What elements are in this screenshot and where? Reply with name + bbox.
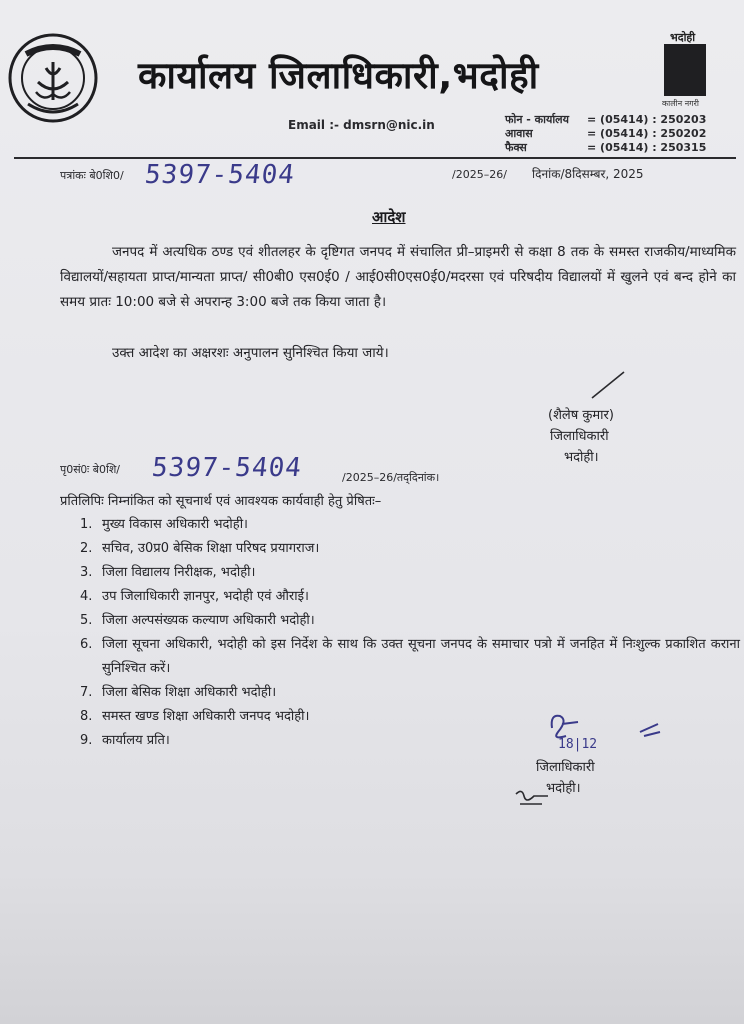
item-text: जिला अल्पसंख्यक कल्याण अधिकारी भदोही।: [102, 613, 315, 628]
district-photo: [664, 44, 706, 96]
item-number: 5.: [80, 613, 93, 628]
list-item: [80, 537, 740, 561]
item-number: 6.: [80, 637, 93, 652]
copy-signatory-place: भदोही।: [546, 781, 581, 796]
office-title: कार्यालय जिलाधिकारी,भदोही: [138, 54, 539, 97]
copy-intro: प्रतिलिपिः निम्नांकित को सूचनार्थ एवं आवश्यक कार्यवाही हेतु प्रेषितः–: [60, 494, 382, 509]
item-text: जिला विद्यालय निरीक्षक, भदोही।: [102, 565, 256, 580]
item-text: समस्त खण्ड शिक्षा अधिकारी जनपद भदोही।: [102, 709, 310, 724]
signatory-designation: जिलाधिकारी: [550, 429, 609, 444]
list-item: [80, 561, 740, 585]
list-item: [80, 633, 740, 681]
item-text: जिला सूचना अधिकारी, भदोही को इस निर्देश के साथ कि उक्त सूचना जनपद के समाचार पत्रो में जनहित में निःशुल्क प्रकाशित कराना सुनिश्चित करें।: [102, 637, 740, 676]
contact-value: = (05414) : 250315: [587, 141, 707, 154]
right-city-label: भदोही: [670, 31, 696, 44]
item-number: 8.: [80, 709, 93, 724]
item-number: 4.: [80, 589, 93, 604]
item-text: उप जिलाधिकारी ज्ञानपुर, भदोही एवं औराई।: [102, 589, 309, 604]
item-text: सचिव, उ0प्र0 बेसिक शिक्षा परिषद प्रयागराज।: [102, 541, 320, 556]
list-item: [80, 609, 740, 633]
contact-row-office: [505, 112, 706, 127]
up-government-emblem: [6, 32, 100, 124]
office-email[interactable]: Email :- dmsrn@nic.in: [288, 118, 435, 132]
contact-value: = (05414) : 250203: [587, 113, 707, 126]
item-text: मुख्य विकास अधिकारी भदोही।: [102, 517, 248, 532]
contact-value: = (05414) : 250202: [587, 127, 707, 140]
compliance-line: उक्त आदेश का अक्षरशः अनुपालन सुनिश्चित किया जाये।: [112, 345, 389, 361]
reference-label: पत्रांकः बे0शि0/: [60, 169, 124, 182]
handwritten-mark: [512, 786, 552, 810]
contact-label: फोन - कार्यालय: [505, 113, 570, 126]
copy-signatory-designation: जिलाधिकारी: [536, 760, 595, 775]
order-title: आदेश: [372, 208, 406, 226]
item-number: 2.: [80, 541, 93, 556]
item-text: जिला बेसिक शिक्षा अधिकारी भदोही।: [102, 685, 277, 700]
item-number: 3.: [80, 565, 93, 580]
reference-year: /2025–26/: [452, 168, 507, 181]
signatory-place: भदोही।: [564, 450, 599, 465]
copy-year: /2025–26/तद्‌दिनांक।: [342, 471, 440, 484]
copy-reference-label: पृ0सं0ः बे0शि/: [60, 463, 121, 476]
handwritten-copy-number: 5397-5404: [150, 453, 304, 483]
list-item: [80, 585, 740, 609]
header-divider: [14, 157, 736, 159]
initials-date: 18|12: [558, 737, 598, 752]
photo-caption: कालीन नगरी: [662, 99, 699, 108]
item-number: 7.: [80, 685, 93, 700]
signatory-name: (शैलेष कुमार): [548, 408, 614, 423]
item-number: 9.: [80, 733, 93, 748]
list-item: [80, 681, 740, 705]
contact-row-fax: [505, 140, 706, 155]
signature-stroke: [588, 370, 628, 400]
order-body: जनपद में अत्यधिक ठण्ड एवं शीतलहर के दृष्टिगत जनपद में संचालित प्री–प्राइमरी से कक्षा 8 तक के समस्त राजकीय/माध्यमिक विद्यालयों/सहायता प्राप्त/मान्यता प्राप्त/ सी0बी0 एस0ई0 / आई0सी0एस0ई0/मदरसा एवं परिषदीय विद्यालयों में खुलने एवं बन्द होने का समय प्रातः 10:00 बजे से अपरान्ह 3:00 बजे तक किया जाता है।: [60, 244, 736, 310]
item-number: 1.: [80, 517, 93, 532]
contact-label: फैक्स: [505, 141, 527, 154]
item-text: कार्यालय प्रति।: [102, 733, 170, 748]
contact-label: आवास: [505, 127, 533, 140]
handwritten-reference-number: 5397-5404: [143, 160, 297, 190]
reference-date: दिनांक/8दिसम्बर, 2025: [532, 167, 644, 181]
contact-row-residence: [505, 126, 706, 141]
list-item: [80, 513, 740, 537]
